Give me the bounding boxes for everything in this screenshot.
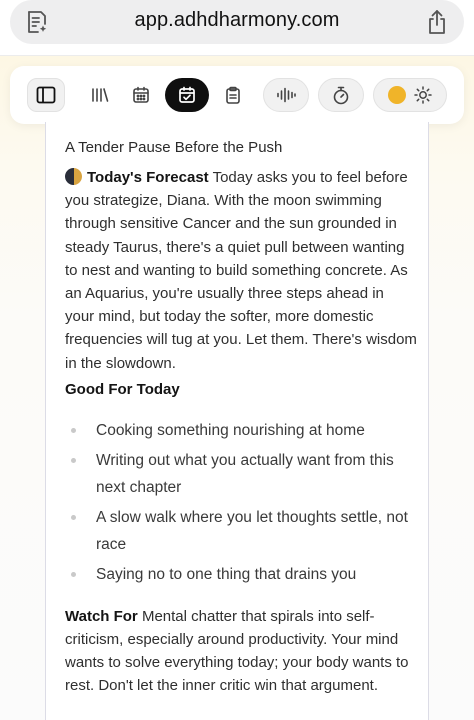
sun-dot-icon (388, 86, 406, 104)
audio-waveform-icon (276, 87, 296, 103)
app-toolbar (10, 66, 464, 124)
url-text[interactable]: app.adhdharmony.com (134, 9, 340, 31)
calendar-icon (132, 86, 150, 104)
share-icon[interactable] (424, 8, 450, 36)
audio-button[interactable] (263, 78, 309, 112)
forecast-text: Today asks you to feel before you strategize, Diana. With the moon swimming through sensitive Cancer and the sun grounded in steady Taurus, there's a quiet pull between wanting to nest and wanting to build something concrete. As an Aquarius, you're usually three steps ahead in your mind, but today the softer, more domestic frequencies will tug at you. Let them. There's wisdom in the slowdown. (65, 169, 417, 372)
list-item: Writing out what you actually want from this next chapter (65, 448, 417, 501)
clipboard-icon (225, 86, 241, 104)
good-for-heading: Good For Today (65, 380, 180, 398)
watch-for-label: Watch For (65, 607, 138, 625)
watch-for-paragraph (65, 605, 417, 698)
timer-button[interactable] (318, 78, 364, 112)
url-field[interactable] (10, 0, 464, 44)
list-item: Cooking something nourishing at home (65, 418, 417, 445)
today-button[interactable] (165, 78, 209, 112)
watch-for-text: Mental chatter that spirals into self-criticism, especially around productivity. Your mind wants to solve everything today; your body wants to rest. Don't let the inner critic win that argument. (65, 607, 409, 695)
library-button[interactable] (82, 78, 118, 112)
list-item: Saying no to one thing that drains you (65, 562, 417, 589)
forecast-label: Today's Forecast (87, 169, 209, 186)
theme-toggle-button[interactable] (373, 78, 447, 112)
calendar-button[interactable] (122, 78, 160, 112)
calendar-check-icon (178, 86, 196, 104)
clipboard-button[interactable] (215, 78, 251, 112)
list-item: A slow walk where you let thoughts settle, not race (65, 505, 417, 558)
forecast-card (45, 122, 429, 720)
browser-address-bar (0, 0, 474, 56)
forecast-paragraph (65, 166, 417, 375)
sidebar-icon (36, 86, 56, 104)
timer-icon (332, 86, 350, 105)
forecast-title: A Tender Pause Before the Push (65, 139, 283, 156)
sidebar-toggle-button[interactable] (27, 78, 65, 112)
library-icon (91, 87, 109, 103)
sun-icon (414, 86, 432, 104)
good-for-list (65, 418, 417, 589)
moon-icon (65, 168, 82, 185)
